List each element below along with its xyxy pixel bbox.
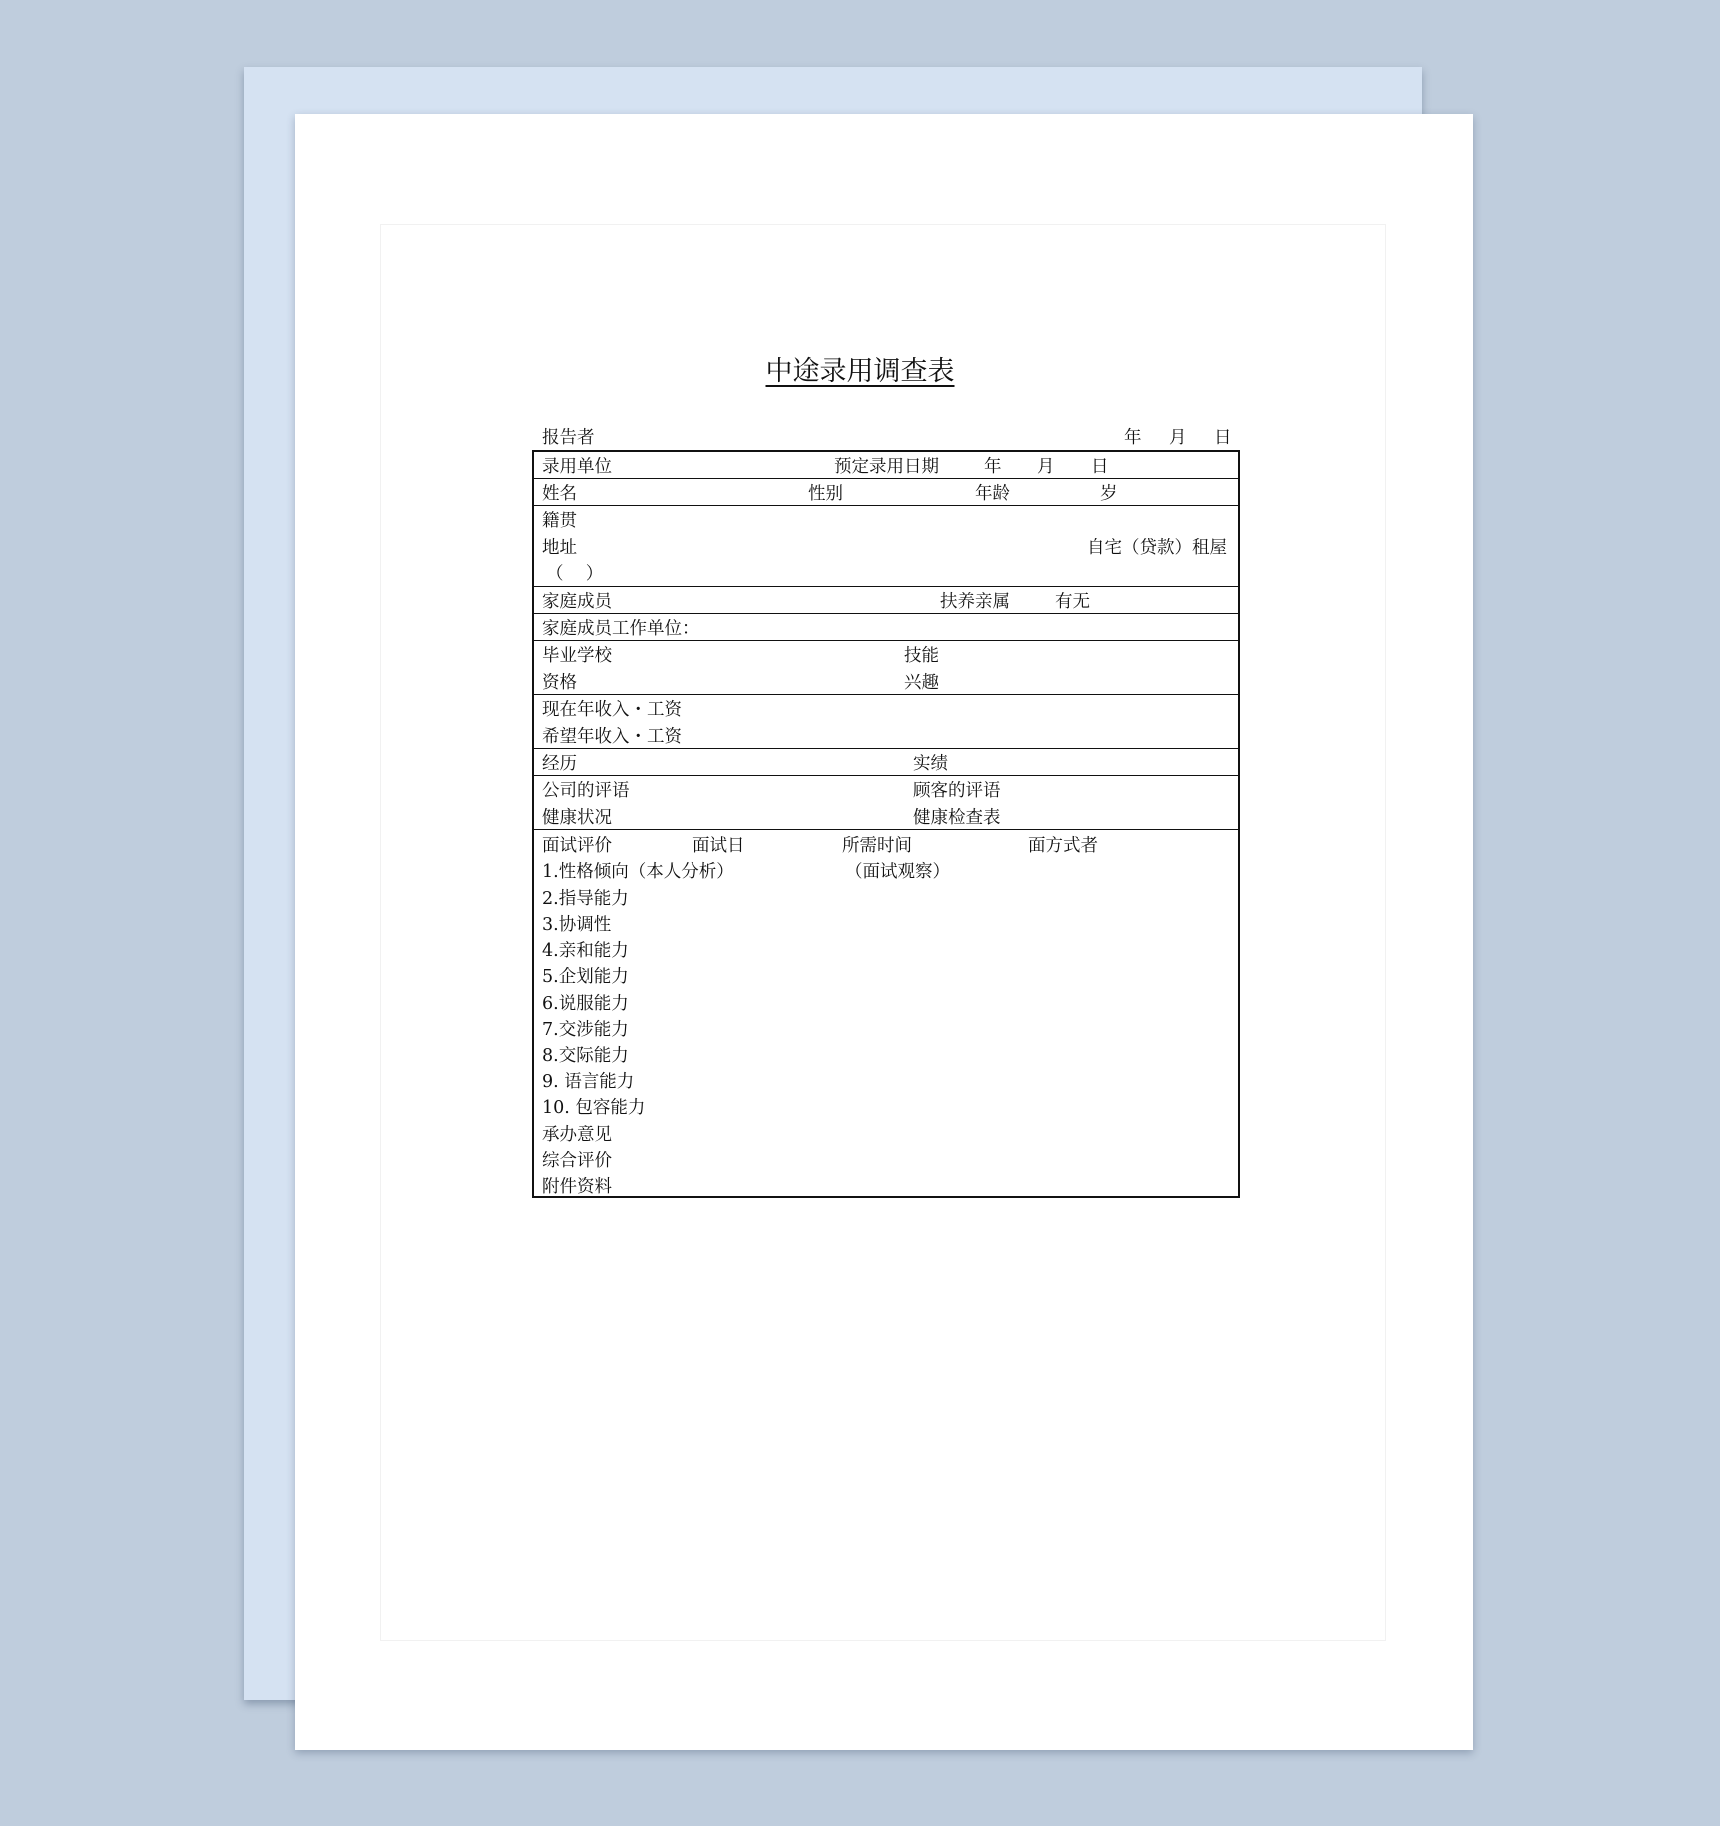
- dependents-label: 扶养亲属: [940, 592, 1010, 612]
- family-label: 家庭成员: [542, 592, 612, 612]
- hire-day-label: 日: [1091, 457, 1109, 477]
- housing-label: 自宅（贷款）租屋: [1087, 538, 1227, 558]
- company-review-label: 公司的评语: [542, 781, 630, 801]
- undertaker-opinion-label: 承办意见: [542, 1125, 612, 1145]
- hire-month-label: 月: [1037, 457, 1055, 477]
- achievements-label: 实绩: [913, 754, 948, 774]
- row-experience: [534, 749, 1238, 776]
- hire-year-label: 年: [984, 457, 1002, 477]
- eval-item: 9. 语言能力: [542, 1072, 635, 1092]
- attachments-label: 附件资料: [542, 1177, 612, 1197]
- eval-item: 5.企划能力: [542, 967, 629, 987]
- experience-label: 经历: [542, 754, 577, 774]
- header-day: 日: [1214, 428, 1232, 448]
- row-interview: [534, 830, 1238, 1196]
- reporter-label: 报告者: [542, 428, 595, 448]
- interview-observation-label: （面试观察）: [845, 862, 950, 882]
- eval-item: 4.亲和能力: [542, 941, 629, 961]
- has-none-label: 有无: [1055, 592, 1090, 612]
- expected-income-label: 希望年收入・工资: [542, 727, 682, 747]
- eval-item: 10. 包容能力: [542, 1098, 646, 1118]
- gender-label: 性别: [808, 484, 843, 504]
- current-income-label: 现在年收入・工资: [542, 700, 682, 720]
- interests-label: 兴趣: [904, 673, 939, 693]
- eval-item: 6.说服能力: [542, 994, 629, 1014]
- header-year: 年: [1124, 428, 1142, 448]
- qualification-label: 资格: [542, 673, 577, 693]
- hire-unit-label: 录用单位: [542, 457, 612, 477]
- row-name: [534, 479, 1238, 506]
- eval-item: 2.指导能力: [542, 889, 629, 909]
- health-label: 健康状况: [542, 808, 612, 828]
- survey-form-table: [532, 450, 1240, 1198]
- eval-item: 1.性格倾向（本人分析）: [542, 862, 734, 882]
- row-school: [534, 641, 1238, 695]
- family-work-label: 家庭成员工作单位：: [542, 619, 700, 639]
- row-reviews: [534, 776, 1238, 830]
- overall-eval-label: 综合评价: [542, 1151, 612, 1171]
- address-label: 地址: [542, 538, 577, 558]
- age-unit-label: 岁: [1100, 484, 1118, 504]
- interview-date-label: 面试日: [692, 836, 745, 856]
- document-title: 中途录用调查表: [765, 356, 955, 387]
- phone-paren: （ ）: [546, 564, 604, 584]
- eval-item: 7.交涉能力: [542, 1020, 629, 1040]
- native-place-label: 籍贯: [542, 511, 577, 531]
- header-month: 月: [1169, 428, 1187, 448]
- row-family: [534, 587, 1238, 614]
- interviewer-label: 面方式者: [1028, 836, 1098, 856]
- eval-item: 8.交际能力: [542, 1046, 629, 1066]
- skills-label: 技能: [904, 646, 939, 666]
- hire-date-label: 预定录用日期: [834, 457, 939, 477]
- name-label: 姓名: [542, 484, 577, 504]
- eval-item: 3.协调性: [542, 915, 612, 935]
- interview-eval-label: 面试评价: [542, 836, 612, 856]
- time-needed-label: 所需时间: [842, 836, 912, 856]
- health-check-label: 健康检查表: [913, 808, 1001, 828]
- customer-review-label: 顾客的评语: [913, 781, 1001, 801]
- age-label: 年龄: [975, 484, 1010, 504]
- school-label: 毕业学校: [542, 646, 612, 666]
